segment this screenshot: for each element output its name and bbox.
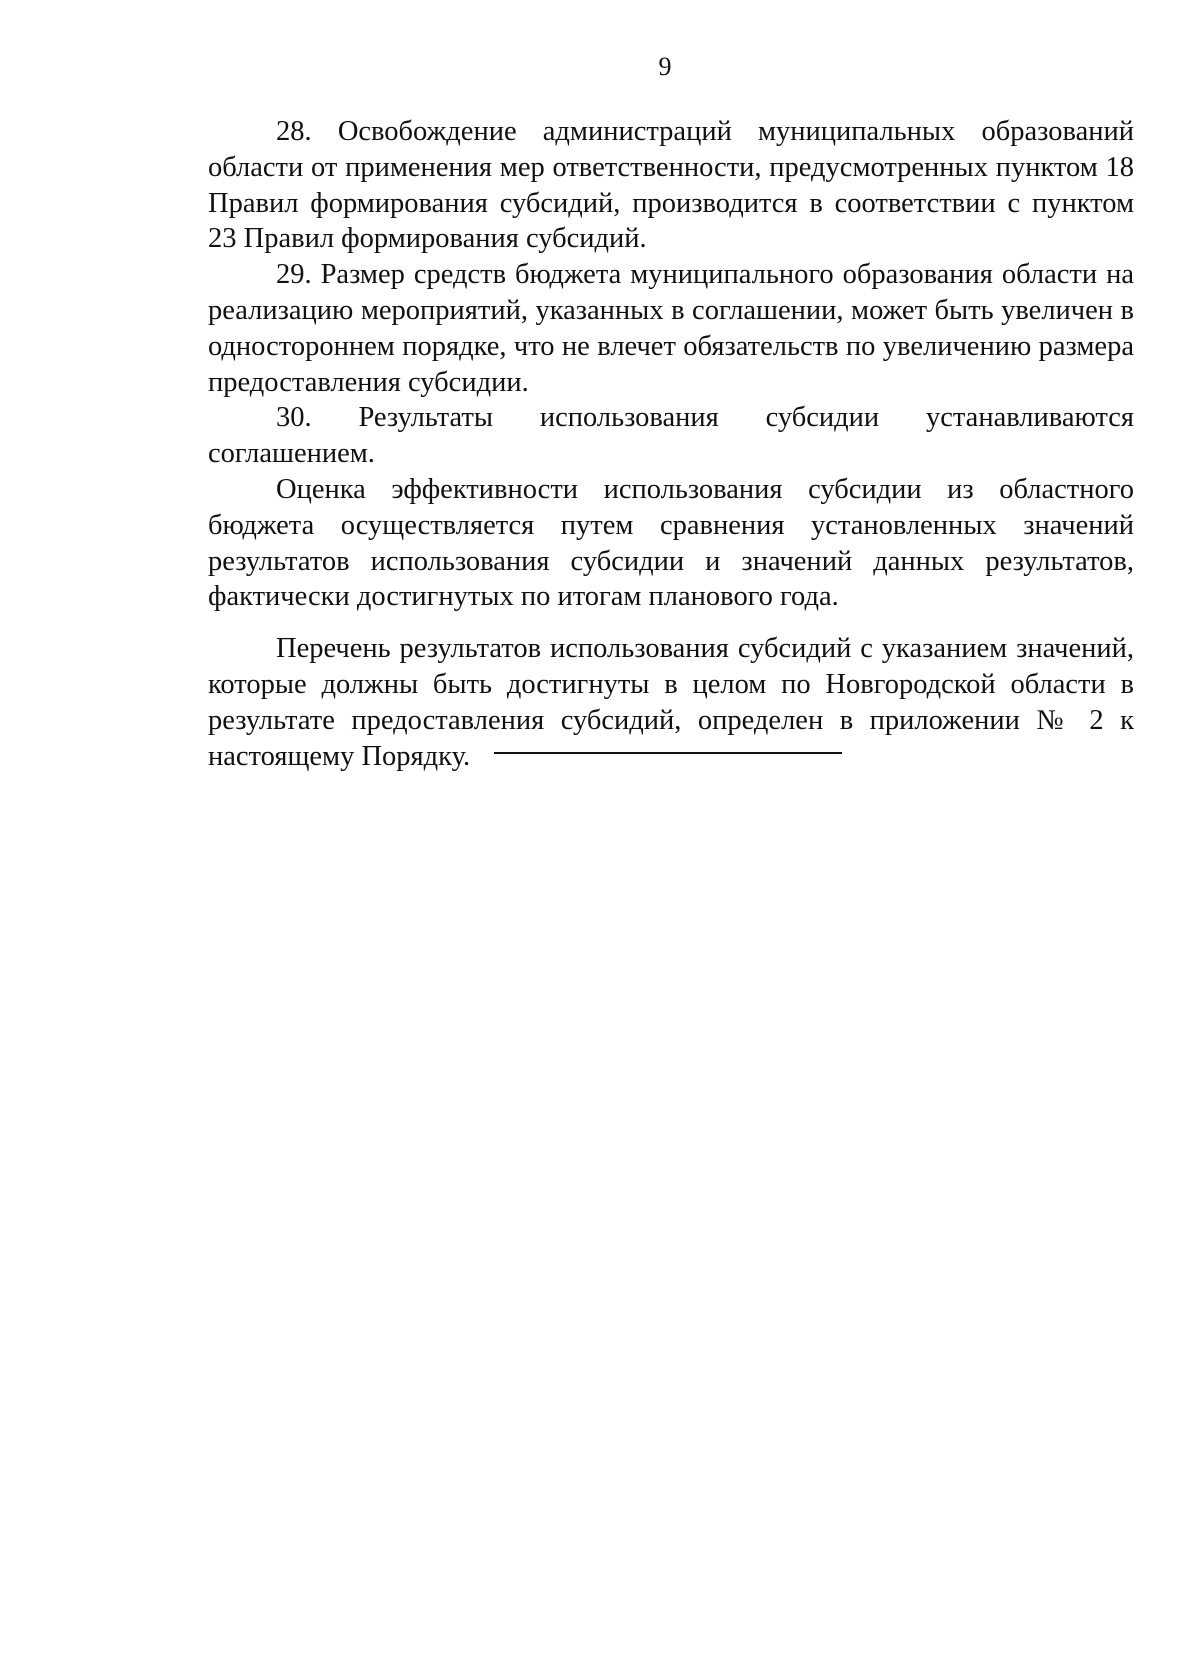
paragraph-30: 30. Результаты использования субсидии устанавливаются соглашением.	[208, 402, 1134, 470]
paragraph-evaluation: Оценка эффективности использования субсидии из областного бюджета осуществляется путем сравнения установленных значений результатов использования субсидии и значений данных результатов, фактически достигнутых по итогам планового года.	[208, 473, 1134, 613]
paragraph-29: 29. Размер средств бюджета муниципального образования области на реализацию мероприятий, указанных в соглашении, может быть увеличен в одностороннем порядке, что не влечет обязательств по увеличению размера предоставления субсидии.	[208, 259, 1134, 398]
document-body	[208, 114, 1134, 774]
end-divider-line	[494, 752, 842, 754]
paragraph-28: 28. Освобождение администраций муниципальных образований области от применения мер ответственности, предусмотренных пунктом 18 Правил формирования субсидий, производится в соответствии с пунктом 23 Правил формирования субсидий.	[208, 116, 1134, 255]
paragraph-results-list: Перечень результатов использования субсидий с указанием значений, которые должны быть достигнуты в целом по Новгородской области в результате предоставления субсидий, определен в приложении № 2 к настоящему Порядку.	[208, 633, 1134, 772]
page-number: 9	[658, 52, 672, 81]
